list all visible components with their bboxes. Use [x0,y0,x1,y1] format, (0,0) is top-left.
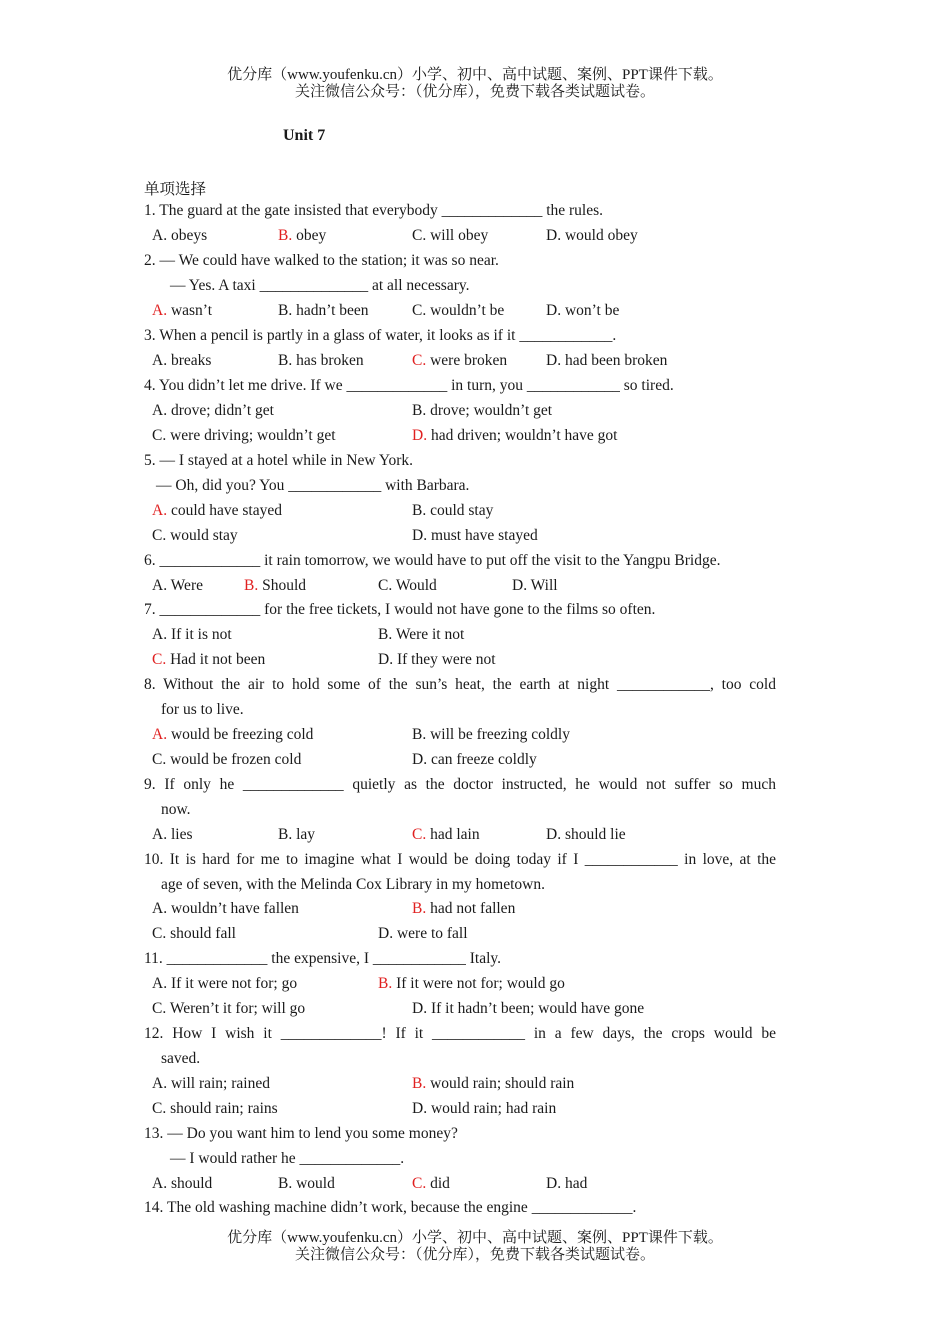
option-text: Will [527,577,558,594]
option-letter: C. [152,1000,167,1017]
q3-option-a [152,351,211,371]
option-letter: B. [278,1175,293,1192]
q1-option-a [152,226,207,246]
q6-option-d [512,576,558,596]
answer-letter: A. [152,502,168,519]
q3-option-c [412,351,507,371]
option-text: If it were not for; go [167,975,298,992]
option-letter: A. [152,402,168,419]
answer-letter: B. [278,227,293,244]
option-text: had not fallen [426,900,516,917]
question-5-stem: 5. — I stayed at a hotel while in New York. [144,452,414,469]
question-10-stem: 10. It is hard for me to imagine what I would be doing today if I ____________ in love, at the [144,851,776,868]
option-text: Would [392,577,437,594]
option-text: hadn’t been [292,302,369,319]
option-letter: A. [152,352,168,369]
q11-option-b [378,974,565,994]
option-text: If it is not [167,626,232,643]
q1-option-b [278,226,326,246]
question-2-stem: 2. — We could have walked to the station; it was so near. [144,252,499,269]
answer-letter: C. [412,826,427,843]
q3-option-b [278,351,364,371]
q7-option-b [378,625,464,645]
option-letter: C. [412,302,427,319]
q12-option-b [412,1074,574,1094]
option-text: wasn’t [167,302,212,319]
option-text: would be frozen cold [166,751,302,768]
answer-letter: B. [412,900,427,917]
question-8-stem-cont: for us to live. [161,701,244,718]
option-text: will rain; rained [167,1075,270,1092]
option-text: Had it not been [166,651,266,668]
option-text: If it hadn’t been; would have gone [427,1000,645,1017]
q9-option-c [412,825,480,845]
option-text: had lain [426,826,480,843]
option-text: should lie [561,826,626,843]
option-text: Should [258,577,307,594]
q10-option-c [152,924,236,944]
option-text: drove; didn’t get [167,402,274,419]
option-text: Weren’t it for; will go [166,1000,306,1017]
q13-option-b [278,1174,335,1194]
q3-option-d [546,351,667,371]
option-letter: B. [412,726,427,743]
answer-letter: C. [412,352,427,369]
header-line-1: 优分库（www.youfenku.cn）小学、初中、高中试题、案例、PPT课件下载。 [227,67,723,83]
option-letter: B. [412,402,427,419]
option-letter: C. [152,1100,167,1117]
q9-option-d [546,825,626,845]
page-footer [0,1230,950,1264]
option-letter: C. [152,527,167,544]
option-letter: D. [546,352,562,369]
option-letter: C. [152,751,167,768]
option-letter: D. [546,826,562,843]
option-text: drove; wouldn’t get [426,402,553,419]
question-4-stem: 4. You didn’t let me drive. If we _____________ in turn, you ____________ so tired. [144,377,674,394]
q10-option-b [412,899,515,919]
option-text: did [426,1175,450,1192]
option-text: has broken [292,352,364,369]
q11-option-c [152,999,305,1019]
q12-option-a [152,1074,270,1094]
q2-option-b [278,301,369,321]
header-line-2: 关注微信公众号：（优分库），免费下载各类试题试卷。 [294,84,655,100]
option-text: obey [292,227,327,244]
q4-option-c [152,426,336,446]
option-text: wouldn’t be [426,302,505,319]
q13-option-c [412,1174,450,1194]
question-2-reply: — Yes. A taxi ______________ at all necessary. [170,277,470,294]
question-12-stem-cont: saved. [161,1050,201,1067]
question-8-stem: 8. Without the air to hold some of the sun’s heat, the earth at night ____________, too cold [144,676,776,693]
question-13-reply: — I would rather he _____________. [170,1150,405,1167]
option-text: should rain; rains [166,1100,278,1117]
option-letter: D. [546,302,562,319]
question-13-stem: 13. — Do you want him to lend you some money? [144,1125,458,1142]
q7-option-d [378,650,496,670]
footer-line-1: 优分库（www.youfenku.cn）小学、初中、高中试题、案例、PPT课件下载。 [227,1230,723,1246]
option-letter: D. [412,1100,428,1117]
q2-option-d [546,301,619,321]
q4-option-b [412,401,552,421]
q1-option-d [546,226,638,246]
option-text: were driving; wouldn’t get [166,427,336,444]
question-14-stem: 14. The old washing machine didn’t work, because the engine _____________. [144,1199,637,1216]
q5-option-a [152,501,282,521]
option-text: were to fall [393,925,468,942]
option-letter: D. [412,1000,428,1017]
q5-option-b [412,501,493,521]
option-letter: D. [546,227,562,244]
question-9-stem: 9. If only he _____________ quietly as the doctor instructed, he would not suffer so much [144,776,776,793]
option-text: would stay [166,527,238,544]
question-5-reply: — Oh, did you? You ____________ with Barbara. [156,477,470,494]
answer-letter: B. [378,975,393,992]
option-text: won’t be [561,302,620,319]
option-letter: B. [278,352,293,369]
q6-option-b [244,576,306,596]
option-letter: D. [378,651,394,668]
question-7-stem: 7. _____________ for the free tickets, I would not have gone to the films so often. [144,601,656,618]
q9-option-b [278,825,315,845]
q5-option-c [152,526,238,546]
option-letter: A. [152,227,168,244]
option-text: will obey [426,227,489,244]
option-letter: D. [412,527,428,544]
option-letter: B. [278,302,293,319]
q12-option-d [412,1099,556,1119]
option-text: lies [167,826,193,843]
option-text: could have stayed [167,502,282,519]
q8-option-b [412,725,570,745]
answer-letter: A. [152,726,168,743]
option-letter: A. [152,826,168,843]
option-letter: C. [152,925,167,942]
page-header [0,67,950,101]
option-text: will be freezing coldly [426,726,570,743]
option-letter: C. [378,577,393,594]
option-text: must have stayed [427,527,538,544]
option-letter: D. [512,577,528,594]
q4-option-d [412,426,618,446]
question-1-stem: 1. The guard at the gate insisted that everybody _____________ the rules. [144,202,604,219]
option-letter: A. [152,626,168,643]
q8-option-a [152,725,313,745]
option-text: If they were not [393,651,496,668]
option-text: can freeze coldly [427,751,537,768]
q6-option-a [152,576,203,596]
option-letter: A. [152,900,168,917]
option-text: would rain; should rain [426,1075,575,1092]
answer-letter: C. [152,651,167,668]
answer-letter: B. [244,577,259,594]
question-10-stem-cont: age of seven, with the Melinda Cox Library in my hometown. [161,876,545,893]
question-9-stem-cont: now. [161,801,191,818]
question-6-stem: 6. _____________ it rain tomorrow, we would have to put off the visit to the Yangpu Bridge. [144,552,721,569]
option-text: would obey [561,227,638,244]
option-text: were broken [426,352,508,369]
q7-option-c [152,650,265,670]
option-text: Were it not [392,626,465,643]
option-text: had [561,1175,588,1192]
option-text: Were [167,577,203,594]
q5-option-d [412,526,538,546]
question-11-stem: 11. _____________ the expensive, I ____________ Italy. [144,950,502,967]
question-12-stem: 12. How I wish it _____________! If it ____________ in a few days, the crops would be [144,1025,776,1042]
answer-letter: B. [412,1075,427,1092]
option-text: would [292,1175,335,1192]
footer-line-2: 关注微信公众号：（优分库），免费下载各类试题试卷。 [294,1247,655,1263]
option-letter: C. [412,227,427,244]
option-letter: A. [152,577,168,594]
option-letter: B. [278,826,293,843]
option-letter: B. [378,626,393,643]
option-letter: A. [152,1175,168,1192]
question-3-stem: 3. When a pencil is partly in a glass of water, it looks as if it ____________. [144,327,617,344]
option-text: lay [292,826,316,843]
q11-option-d [412,999,644,1019]
option-text: could stay [426,502,494,519]
q12-option-c [152,1099,278,1119]
option-text: If it were not for; would go [392,975,565,992]
q10-option-d [378,924,468,944]
option-letter: D. [546,1175,562,1192]
option-text: breaks [167,352,212,369]
option-letter: A. [152,1075,168,1092]
q1-option-c [412,226,488,246]
q13-option-a [152,1174,212,1194]
q8-option-c [152,750,301,770]
q9-option-a [152,825,192,845]
q8-option-d [412,750,537,770]
q2-option-a [152,301,212,321]
q11-option-a [152,974,297,994]
option-text: had been broken [561,352,668,369]
option-text: wouldn’t have fallen [167,900,299,917]
answer-letter: C. [412,1175,427,1192]
option-letter: D. [378,925,394,942]
option-text: should [167,1175,213,1192]
q6-option-c [378,576,437,596]
q10-option-a [152,899,299,919]
option-text: obeys [167,227,208,244]
page-title: Unit 7 [283,127,326,144]
option-letter: B. [412,502,427,519]
option-letter: A. [152,975,168,992]
answer-letter: D. [412,427,428,444]
q4-option-a [152,401,274,421]
option-text: would rain; had rain [427,1100,557,1117]
q2-option-c [412,301,504,321]
q13-option-d [546,1174,587,1194]
section-label: 单项选择 [144,181,207,198]
option-text: had driven; wouldn’t have got [427,427,618,444]
q7-option-a [152,625,232,645]
option-letter: D. [412,751,428,768]
option-letter: C. [152,427,167,444]
answer-letter: A. [152,302,168,319]
option-text: would be freezing cold [167,726,314,743]
option-text: should fall [166,925,236,942]
